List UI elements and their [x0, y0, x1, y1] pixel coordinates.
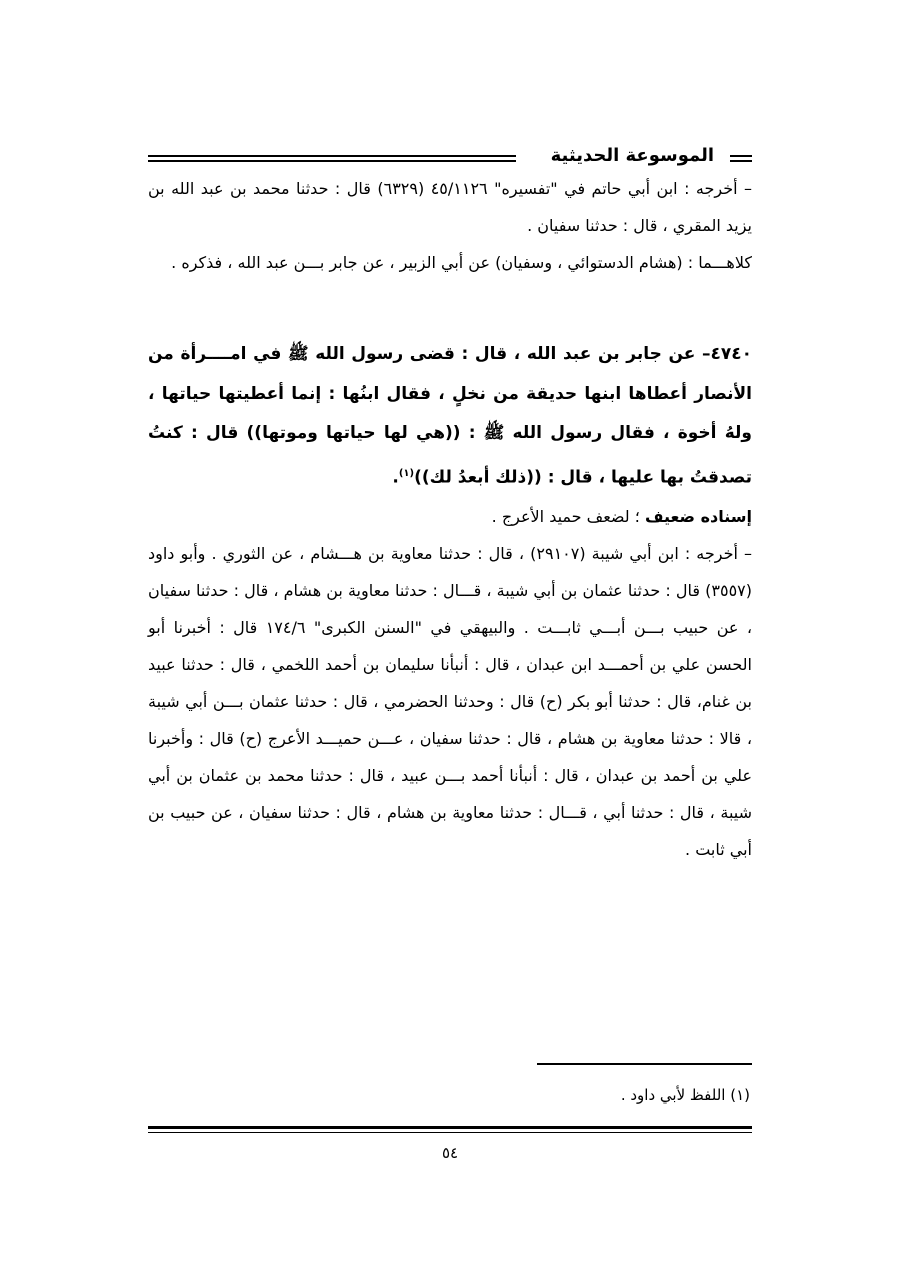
kilahuma-paragraph: كلاهـــما : (هشام الدستوائي ، وسفيان) عن أبي الزبير ، عن جابر بـــن عبد الله ، فذكره .: [171, 253, 752, 272]
hadith-text: [148, 335, 752, 498]
hadith-end: .: [392, 467, 399, 488]
takhrij-paragraph-main: – أخرجه : ابن أبي شيبة (٢٩١٠٧) ، قال : حدثنا معاوية بن هـــشام ، عن الثوري . وأبو داود (٣٥٥٧) قال : حدثنا عثمان بن أبي شيبة ، قـــال : حدثنا معاوية بن هشام ، قال : حدثنا سفيان ، عن حبيب بـــن أبـــي ثابـــت . والبيهقي في "السنن الكبرى" ١٧٤/٦ قال : أخبرنا أبو الحسن علي بن أحمـــد ابن عبدان ، قال : أنبأنا سليمان بن أحمد اللخمي ، قال : حدثنا عبيد بن غنام، قال : حدثنا أبو بكر (ح) قال : وحدثنا الحضرمي ، قال : حدثنا عثمان بـــن أبي شيبة ، قالا : حدثنا معاوية بن هشام ، قال : حدثنا سفيان ، عـــن حميـــد الأعرج (ح) قال : وأخبرنا علي بن أحمد بن عبدان ، قال : أنبأنا أحمد بـــن عبيد ، قال : حدثنا محمد بن عثمان بن أبي شيبة ، قال : حدثنا أبي ، قـــال : حدثنا معاوية بن هشام ، قال : حدثنا سفيان ، عن حبيب بن أبي ثابت .: [148, 543, 753, 859]
footnote-separator: [537, 1063, 752, 1065]
isnad-grade: إسناده ضعيف: [644, 506, 752, 526]
page-number: ٥٤: [441, 1144, 459, 1162]
hadith-body: ٤٧٤٠– عن جابر بن عبد الله ، قال : قضى رسول الله ﷺ في امــــرأة من الأنصار أعطاها ابنها حديقة من نخلٍ ، فقال ابنُها : إنما أعطيتها حياتها ، ولهُ أخوة ، فقال رسول الله ﷺ : ((هي لها حياتها وموتها)) قال : كنتُ تصدقتُ بها عليها ، قال : ((ذلك أبعدُ لك)): [148, 344, 752, 488]
bottom-rule: [148, 1126, 752, 1133]
isnad-reason: ؛ لضعف حميد الأعرج .: [491, 506, 645, 526]
book-page: [148, 145, 753, 1162]
header-rule-left: [148, 155, 516, 162]
takhrij-paragraph-top: – أخرجه : ابن أبي حاتم في "تفسيره" ٤٥/١١٢٦ (٦٣٢٩) قال : حدثنا محمد بن عبد الله بن يزيد المقري ، قال : حدثنا سفيان .: [148, 179, 753, 235]
section-gap: [148, 281, 752, 335]
running-header-title: الموسوعة الحديثية: [550, 145, 714, 166]
isnad-verdict: [148, 498, 752, 535]
footnote: (١) اللفظ لأبي داود .: [620, 1086, 750, 1104]
running-header: [148, 145, 752, 170]
footnote-reference: (١): [398, 467, 415, 479]
header-rule-right: [730, 155, 752, 162]
